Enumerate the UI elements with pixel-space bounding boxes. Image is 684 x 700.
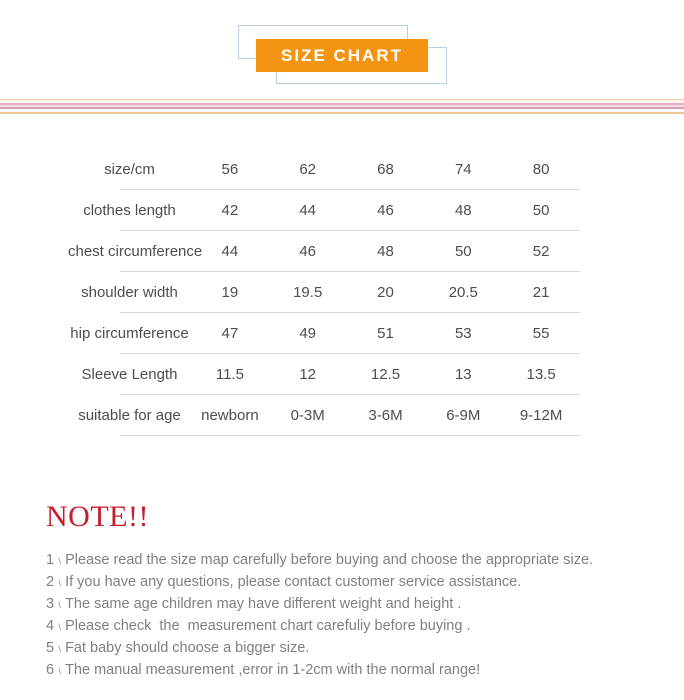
enumeration-comma xyxy=(54,550,65,572)
note-list xyxy=(46,549,646,681)
cell: 13.5 xyxy=(526,366,556,383)
note-text: Please check the measurement chart carefuliy before buying . xyxy=(65,618,471,634)
cell: newborn xyxy=(201,407,259,424)
note-number: 4 xyxy=(46,618,55,634)
enumeration-comma xyxy=(54,616,65,638)
cell: 80 xyxy=(532,161,550,178)
enumeration-comma xyxy=(54,660,65,682)
cell: 42 xyxy=(221,202,239,219)
note-item xyxy=(46,659,646,681)
note-heading: NOTE!! xyxy=(46,500,149,533)
cell: 11.5 xyxy=(215,366,244,383)
enumeration-comma xyxy=(54,572,65,594)
cell: 51 xyxy=(377,325,394,342)
note-number: 6 xyxy=(46,662,55,678)
row-label: shoulder width xyxy=(81,284,178,301)
cell: 6-9M xyxy=(446,407,481,424)
cell: 21 xyxy=(532,284,550,301)
title-banner xyxy=(256,39,428,72)
note-number: 3 xyxy=(46,596,55,612)
enumeration-comma xyxy=(54,594,65,616)
enumeration-comma xyxy=(54,638,65,660)
note-text: The manual measurement ,error in 1-2cm with the normal range! xyxy=(65,662,481,678)
cell: 48 xyxy=(377,243,394,260)
cell: 74 xyxy=(454,161,472,178)
cell: 50 xyxy=(454,243,472,260)
cell: 0-3M xyxy=(290,407,325,424)
cell: 3-6M xyxy=(368,407,403,424)
cell: 20.5 xyxy=(448,284,478,301)
note-text: If you have any questions, please contact customer service assistance. xyxy=(65,574,522,590)
row-label: suitable for age xyxy=(78,407,181,424)
note-number: 1 xyxy=(46,552,55,568)
note-text: Fat baby should choose a bigger size. xyxy=(65,640,310,656)
row-label: hip circumference xyxy=(70,325,189,342)
cell: 19.5 xyxy=(293,284,323,301)
size-table xyxy=(68,149,580,436)
note-text: The same age children may have different weight and height . xyxy=(65,596,462,612)
cell: 62 xyxy=(299,161,317,178)
cell: 44 xyxy=(299,202,317,219)
cell: 47 xyxy=(221,325,239,342)
cell: 56 xyxy=(221,161,239,178)
table-row xyxy=(68,272,580,313)
table-row xyxy=(68,190,580,231)
cell: 20 xyxy=(377,284,394,301)
note-text: Please read the size map carefully before buying and choose the appropriate size. xyxy=(65,552,594,568)
cell: 46 xyxy=(377,202,394,219)
cell: 19 xyxy=(221,284,239,301)
note-item xyxy=(46,593,646,615)
note-item xyxy=(46,637,646,659)
table-row xyxy=(68,149,580,190)
cell: 52 xyxy=(532,243,550,260)
row-label: size/cm xyxy=(104,161,155,178)
cell: 50 xyxy=(532,202,550,219)
table-row xyxy=(68,313,580,354)
divider-line-gold xyxy=(0,112,684,114)
row-label: Sleeve Length xyxy=(81,366,178,383)
cell: 12.5 xyxy=(370,366,401,383)
cell: 49 xyxy=(299,325,317,342)
cell: 68 xyxy=(377,161,394,178)
note-number: 5 xyxy=(46,640,55,656)
note-item xyxy=(46,549,646,571)
cell: 53 xyxy=(454,325,472,342)
note-item xyxy=(46,571,646,593)
row-label: chest circumference xyxy=(68,243,203,260)
cell: 55 xyxy=(532,325,550,342)
cell: 9-12M xyxy=(519,407,563,424)
note-number: 2 xyxy=(46,574,55,590)
page-title: SIZE CHART xyxy=(281,45,403,65)
cell: 13 xyxy=(454,366,472,383)
cell: 48 xyxy=(454,202,472,219)
table-row xyxy=(68,231,580,272)
table-row xyxy=(68,395,580,436)
cell: 12 xyxy=(299,366,317,383)
decorative-divider xyxy=(0,99,684,114)
table-row xyxy=(68,354,580,395)
row-label: clothes length xyxy=(83,202,176,219)
note-item xyxy=(46,615,646,637)
cell: 46 xyxy=(299,243,317,260)
cell: 44 xyxy=(221,243,239,260)
